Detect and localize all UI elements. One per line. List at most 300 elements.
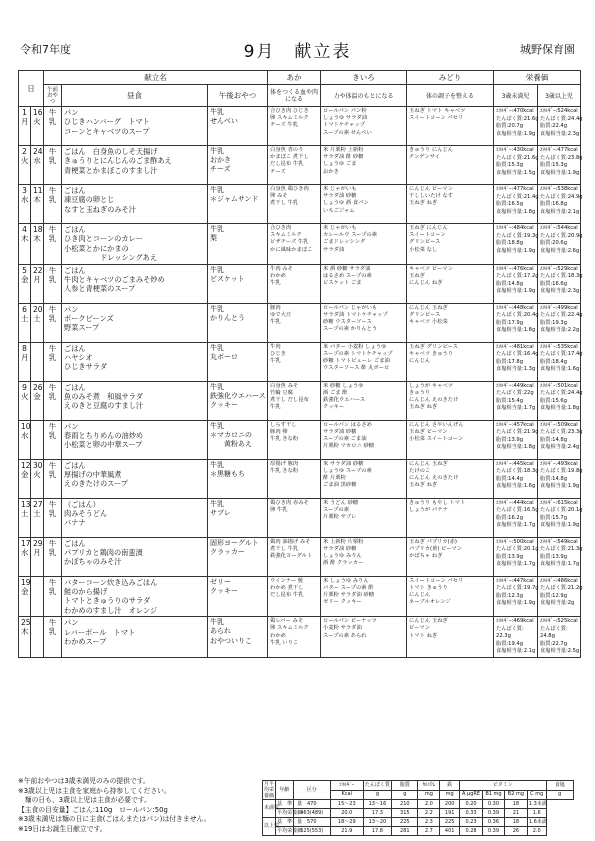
- yellow-food-line: 米 じゃがいも: [323, 186, 357, 192]
- weekday: 木: [21, 627, 29, 637]
- over3-value-line: ｴﾈﾙｷﾞｰ:486kcal: [540, 577, 578, 584]
- under3-nutrition: [494, 459, 538, 498]
- red-food-line: 合ひき肉: [270, 225, 292, 231]
- under3-value-line: 食塩相当量:1.8g: [496, 208, 536, 215]
- lunch-line: 魚のみそ煮 和風サラダ: [64, 392, 143, 402]
- am-snack: 牛乳: [44, 537, 62, 576]
- yellow-food-line: カレールウ スープの素: [323, 232, 378, 239]
- over3-value-line: ｴﾈﾙｷﾞｰ:525kcal: [540, 618, 578, 625]
- yellow-food-line: スープの素 あられ: [323, 632, 367, 639]
- red-food-line: だし昆布 牛乳: [270, 592, 304, 599]
- under3-value-line: たんぱく質:21.6g: [496, 154, 539, 161]
- summary-cell: 2.2: [418, 809, 440, 818]
- green-food-line: しょうが バナナ: [409, 506, 448, 513]
- pm-snack-cell: [208, 498, 268, 537]
- summary-cell: 1.6: [527, 809, 546, 818]
- pm-snack-cell: [208, 420, 268, 459]
- under3-value-line: たんぱく質:19.3g: [496, 232, 539, 239]
- over3-value-line: ｴﾈﾙｷﾞｰ:529kcal: [540, 265, 578, 272]
- red-food-line: だし昆布 牛乳: [270, 161, 304, 168]
- lunch-line: 小松菜と卵の中華スープ: [64, 440, 143, 450]
- over3-value-line: 食塩相当量:2.5g: [540, 648, 580, 655]
- lunch-line: 小松菜とかにかまの: [64, 243, 129, 253]
- summary-age-header: 年齢: [276, 781, 294, 800]
- weekday: 土: [21, 313, 29, 323]
- green-foods: [407, 303, 494, 342]
- vitamin-b1-label: B1: [485, 791, 492, 798]
- over3-value-line: たんぱく質:21.2g: [540, 585, 583, 592]
- note-line: ※3歳以上児は主食を家庭から持参してください。: [18, 786, 171, 795]
- over3-value-line: たんぱく質:20.1g: [540, 507, 583, 514]
- summary-cell: 210: [392, 800, 418, 809]
- header: [20, 37, 575, 62]
- under3-value-line: 脂質:16.2g: [496, 514, 523, 521]
- red-food-line: 牛乳 きな粉: [270, 436, 299, 443]
- over3-nutrition: [538, 224, 581, 265]
- alt-weekday: 木: [33, 195, 41, 204]
- pm-snack-line: サブレ: [210, 508, 231, 517]
- lunch-cell: [62, 303, 208, 342]
- lunch-cell: [62, 537, 208, 576]
- over3-value-line: たんぱく質:17.4g: [540, 351, 583, 358]
- pm-snack-line: 鉄強化ウエハース: [210, 391, 266, 400]
- lunch-line: ひき肉とコーンのカレー: [64, 234, 143, 244]
- alt-date: 20: [33, 304, 43, 314]
- over3-value-line: ｴﾈﾙｷﾞｰ:493kcal: [540, 460, 578, 467]
- under3-value-line: ｴﾈﾙｷﾞｰ:500kcal: [496, 538, 534, 545]
- red-food-line: かに風味かまぼこ: [270, 246, 313, 253]
- summary-cell: 525(553): [293, 827, 330, 836]
- over3-value-line: 脂質:20.6g: [540, 240, 567, 246]
- weekday: 火: [21, 156, 29, 165]
- alt-date-cell: [31, 146, 44, 185]
- green-food-line: かぼちゃ ねぎ: [409, 553, 443, 560]
- under3-value-line: 脂質:13.9g: [496, 553, 523, 560]
- yellow-food-line: 米 上新粉 片栗粉: [323, 538, 364, 545]
- over3-value-line: ｴﾈﾙｷﾞｰ:549kcal: [540, 538, 578, 545]
- yellow-food-line: 米 酒 砂糖 サラダ油: [323, 265, 371, 272]
- under3-value-line: ｴﾈﾙｷﾞｰ:430kcal: [496, 147, 534, 153]
- green-food-line: 玉ねぎ ねぎ: [409, 404, 438, 411]
- under3-nutrition: [494, 185, 538, 224]
- yellow-food-line: 片栗粉 マカロニ 砂糖: [323, 443, 375, 450]
- under3-value-line: たんぱく質:16.5g: [496, 507, 539, 514]
- am-snack: 牛乳: [44, 264, 62, 303]
- yellow-food-line: サラダ油 トマトケチャップ: [323, 311, 388, 318]
- summary-cell: 20.0: [330, 809, 363, 818]
- yellow-food-line: スープの素 かりんとう: [323, 326, 378, 333]
- summary-cell: 2.3: [418, 818, 440, 827]
- summary-cell: 200: [440, 800, 460, 809]
- green-food-line: チンゲンサイ: [409, 154, 440, 161]
- over3-nutrition: [538, 576, 581, 617]
- green-food-line: 小松菜 スイートコーン: [409, 436, 464, 443]
- menu-row: [19, 576, 581, 617]
- summary-salt-header: 食塩: [546, 781, 573, 791]
- summary-cell: 0.28: [460, 827, 483, 836]
- pm-snack-line: クッキー: [210, 586, 238, 595]
- pm-snack-line: 牛乳: [210, 304, 224, 313]
- pm-snack-cell: [208, 146, 268, 185]
- lunch-line: ごはん: [64, 225, 86, 234]
- over3-value-line: たんぱく質:: [540, 625, 568, 632]
- over3-nutrition: [538, 459, 581, 498]
- am-snack: 牛乳: [44, 576, 62, 617]
- summary-cell: 0.39: [483, 809, 505, 818]
- date-cell: [19, 264, 31, 303]
- vitamin-a-label: A: [462, 791, 466, 798]
- lunch-line: えのきたけのスープ: [64, 479, 128, 489]
- green-foods: [407, 576, 494, 617]
- red-foods: [268, 107, 321, 146]
- over3-value-line: ｴﾈﾙｷﾞｰ:524kcal: [540, 108, 578, 114]
- green-food-line: キャベツ 小松菜: [409, 319, 448, 326]
- green-food-line: 玉ねぎ にんじん: [409, 225, 448, 231]
- note-line: 【主食の目安量】ごはん:110g ロールパン:50g: [18, 805, 168, 814]
- green-food-line: にんじん: [409, 592, 431, 599]
- over3-value-line: 脂質:16.8g: [540, 201, 567, 207]
- weekday: 木: [21, 234, 29, 243]
- fiscal-year: 令和7年度: [20, 43, 71, 56]
- yellow-foods: [321, 459, 407, 498]
- green-foods: [407, 459, 494, 498]
- summary-row: [263, 809, 574, 818]
- under3-value-line: たんぱく質:: [496, 625, 524, 632]
- summary-energy-header: ｴﾈﾙｷﾞｰ: [330, 781, 363, 791]
- lunch-line: パン: [64, 304, 79, 314]
- yellow-foods: [321, 498, 407, 537]
- pm-snack-line: 梨: [210, 234, 217, 243]
- under3-value-line: 食塩相当量:1.8g: [496, 444, 536, 451]
- alt-date: 26: [33, 382, 43, 392]
- menu-row: [19, 537, 581, 576]
- yellow-food-line: サラダ油 砂糖: [323, 193, 357, 200]
- menu-header: 献立名: [44, 71, 268, 85]
- vitamin-a-unit: μgRE: [467, 791, 481, 798]
- date-cell: [19, 498, 31, 537]
- note-line: ※19日はお誕生日献立です。: [18, 824, 107, 833]
- under3-value-line: 脂質:16.5g: [496, 201, 523, 207]
- green-food-line: 玉ねぎ ねぎ: [409, 482, 438, 489]
- green-food-line: 干ししいたけ なす: [409, 193, 454, 200]
- yellow-food-line: スープの素 せんべい: [323, 129, 372, 136]
- under3-value-line: 食塩相当量:1.6g: [496, 483, 536, 490]
- weekday: 金: [21, 274, 29, 284]
- pm-snack-line: 牛乳: [210, 225, 224, 233]
- pm-snack-cell: [208, 185, 268, 224]
- red-food-line: 卵 みそ: [270, 193, 288, 200]
- pm-snack-line: おかき: [210, 156, 231, 165]
- pm-snack-line: 牛乳: [210, 147, 224, 155]
- yellow-food-line: 米 片栗粉 上新粉: [323, 147, 364, 153]
- pm-snack-line: 牛乳: [210, 382, 224, 391]
- am-snack: 牛乳: [44, 617, 62, 658]
- under3-value-line: たんぱく質:22g: [496, 390, 534, 397]
- under3-value-line: 22.3g: [496, 633, 511, 640]
- alt-date-cell: [31, 617, 44, 658]
- summary-cell: 0.20: [460, 800, 483, 809]
- am-snack: 牛乳: [44, 342, 62, 381]
- lunch-line: パン: [64, 108, 79, 117]
- red-food-line: 卵 牛乳: [270, 506, 288, 513]
- summary-fat-header: 脂質: [392, 781, 418, 791]
- date-cell: [19, 107, 31, 146]
- red-foods: [268, 146, 321, 185]
- am-snack: 牛乳: [44, 420, 62, 459]
- under3-value-line: 食塩相当量:1.8g: [496, 327, 536, 334]
- yellow-food-line: 米 うどん 砂糖: [323, 499, 359, 506]
- pm-snack-cell: [208, 537, 268, 576]
- date: 12: [21, 460, 31, 470]
- note-line: 麺の日も、3歳以上児は主食が必要です。: [18, 796, 151, 805]
- green-food-line: にんじん 玉ねぎ: [409, 618, 448, 625]
- lunch-cell: [62, 107, 208, 146]
- red-foods: [268, 459, 321, 498]
- alt-date-cell: [31, 303, 44, 342]
- under3-nutrition: [494, 224, 538, 265]
- lunch-line: ポークビーンズ: [64, 314, 114, 324]
- over3-nutrition: [538, 381, 581, 420]
- lunch-line: ひじきサラダ: [64, 362, 108, 372]
- yellow-food-line: 鉄強化ウエハース: [323, 397, 366, 404]
- lunch-line: 肉みそうどん: [64, 509, 108, 519]
- yellow-foods: [321, 342, 407, 381]
- red-foods: [268, 303, 321, 342]
- pm-snack-line: 牛乳: [210, 460, 224, 469]
- lunch-line: レバーボール トマト: [64, 627, 136, 637]
- pm-snack-line: 牛乳: [210, 265, 224, 274]
- note-line: ※3歳未満児は麺の日に主食(ごはんまたはパン)は付きません。: [18, 815, 211, 824]
- alt-date-cell: [31, 107, 44, 146]
- lunch-cell: [62, 224, 208, 265]
- under3-nutrition: [494, 576, 538, 617]
- summary-cell: 281: [392, 827, 418, 836]
- alt-date-cell: [31, 185, 44, 224]
- over3-value-line: ｴﾈﾙｷﾞｰ:544kcal: [540, 225, 578, 231]
- red-food-line: チーズ 牛乳: [270, 122, 298, 129]
- green-foods: [407, 498, 494, 537]
- over3-value-line: たんぱく質:23.8g: [540, 154, 583, 161]
- vitamin-b2-label: B2: [507, 791, 515, 798]
- under3-value-line: 脂質:20.7g: [496, 123, 523, 129]
- under3-value-line: ｴﾈﾙｷﾞｰ:481kcal: [496, 343, 534, 350]
- yellow-food-line: おかき: [323, 168, 339, 175]
- lunch-cell: [62, 498, 208, 537]
- under3-nutrition: [494, 107, 538, 146]
- pm-snack-line: 黄粉あえ: [210, 440, 252, 449]
- menu-row: [19, 420, 581, 459]
- red-food-line: 煮干し 牛乳: [270, 545, 299, 552]
- yellow-food-line: ごま油 黒砂糖: [323, 482, 357, 489]
- lunch-line: バナナ: [64, 518, 86, 528]
- under3-value-line: 食塩相当量:1.9g: [496, 130, 536, 137]
- summary-cell: 0.33: [460, 809, 483, 818]
- over3-value-line: たんぱく質:24.4g: [540, 390, 583, 397]
- summary-cell: 0.39: [483, 827, 505, 836]
- am-snack: 牛乳: [44, 224, 62, 265]
- over3-nutrition: [538, 303, 581, 342]
- under3-value-line: たんぱく質:19.7g: [496, 585, 539, 592]
- over3-value-line: 食塩相当量:1.9g: [540, 522, 580, 529]
- alt-weekday: 木: [33, 234, 41, 243]
- under3-value-line: ｴﾈﾙｷﾞｰ:469kcal: [496, 618, 534, 625]
- under3-value-line: 脂質:19.4g: [496, 640, 523, 647]
- yellow-foods: [321, 537, 407, 576]
- alt-date: 29: [33, 538, 43, 548]
- under3-value-line: ｴﾈﾙｷﾞｰ:449kcal: [496, 382, 534, 389]
- menu-row: [19, 381, 581, 420]
- green-foods: [407, 224, 494, 265]
- summary-unit-fat: g: [392, 790, 418, 800]
- green-food-line: にんじん 玉ねぎ: [409, 304, 448, 311]
- date: 8: [22, 343, 27, 353]
- alt-date: 16: [33, 108, 43, 117]
- am-snack: 牛乳: [44, 185, 62, 224]
- alt-date: 30: [33, 460, 43, 470]
- under3-value-line: たんぱく質:21.6g: [496, 115, 539, 122]
- green-foods: [407, 617, 494, 658]
- lunch-line: 人参と青梗菜のスープ: [64, 284, 136, 294]
- under3-header: 3歳未満児: [494, 85, 538, 107]
- alt-date-cell: [31, 537, 44, 576]
- yellow-food-line: 片栗粉 サブレ: [323, 514, 357, 521]
- date: 6: [22, 304, 27, 314]
- alt-weekday: 火: [33, 117, 41, 126]
- yellow-food-line: サラダ油: [323, 246, 345, 253]
- lunch-cell: [62, 617, 208, 658]
- summary-cell: 21: [504, 809, 527, 818]
- green-food-line: にんじん えのきたけ: [409, 397, 459, 404]
- red-food-line: 牛乳: [270, 319, 281, 326]
- pm-snack-line: かりんとう: [210, 313, 245, 322]
- under3-nutrition: [494, 303, 538, 342]
- organization-name: 城野保育園: [520, 43, 575, 56]
- over3-value-line: 脂質:13.9g: [540, 553, 567, 560]
- green-food-line: パプリカ(黄) ピーマン: [409, 545, 463, 552]
- under3-value-line: 食塩相当量:1.3g: [496, 366, 536, 373]
- date-cell: [19, 420, 31, 459]
- summary-cell: 平均栄養価: [277, 809, 303, 816]
- yellow-food-line: 米 サラダ油 砂糖: [323, 460, 364, 467]
- pm-snack-line: ＊マカロニの: [210, 430, 252, 439]
- red-food-line: 竹輪 豆腐: [270, 389, 293, 396]
- under3-value-line: ｴﾈﾙｷﾞｰ:484kcal: [496, 225, 534, 231]
- weekday: 月: [21, 117, 29, 126]
- red-food-line: ピザチーズ 牛乳: [270, 239, 309, 246]
- red-food-line: チーズ: [270, 168, 286, 175]
- under3-nutrition: [494, 342, 538, 381]
- summary-cell: 1.6未満: [528, 818, 547, 825]
- over3-value-line: 食塩相当量:2.3g: [540, 130, 580, 137]
- red-food-line: ウインナー 鮭: [270, 577, 304, 584]
- over3-value-line: 脂質:14.8g: [540, 436, 567, 443]
- lunch-line: きゅうりとにんじんのごま酢あえ: [64, 156, 172, 166]
- menu-row: [19, 459, 581, 498]
- green-food-line: にんじん 玉ねぎ: [409, 460, 448, 467]
- menu-row: [19, 498, 581, 537]
- lunch-line: 青梗菜とかまぼこのすまし汁: [64, 165, 158, 175]
- over3-value-line: 脂質:22.7g: [540, 640, 567, 647]
- under3-value-line: ｴﾈﾙｷﾞｰ:476kcal: [496, 265, 534, 272]
- red-desc: 体をつくる血や肉になる: [268, 85, 321, 107]
- yellow-food-line: 酢 片栗粉: [323, 475, 346, 482]
- over3-header: 3歳以上児: [538, 85, 581, 107]
- yellow-foods: [321, 617, 407, 658]
- alt-date-cell: [31, 264, 44, 303]
- red-food-line: 白身魚 青のり: [270, 147, 304, 153]
- summary-cell: 2.7: [418, 827, 440, 836]
- weekday: 月: [21, 352, 29, 362]
- summary-iron-header: 鉄: [440, 781, 460, 791]
- green-food-line: トマト きゅうり: [409, 584, 448, 591]
- yellow-food-line: 砂糖 ウスターソース: [323, 319, 372, 326]
- under3-value-line: たんぱく質:17.2g: [496, 273, 539, 280]
- lunch-line: （ごはん）: [64, 499, 100, 509]
- alt-weekday: 水: [33, 156, 41, 165]
- date-cell: [19, 617, 31, 658]
- summary-side-label: 月平均栄養価: [264, 781, 275, 799]
- over3-nutrition: [538, 617, 581, 658]
- summary-vitamin-b2: [504, 790, 527, 800]
- date: 3: [22, 186, 27, 195]
- nutrition-header: 栄養価: [494, 71, 581, 85]
- yellow-food-line: サラダ油 砂糖: [323, 428, 357, 435]
- lunch-line: 厚揚げの中華風煮: [64, 470, 122, 480]
- over3-value-line: 食塩相当量:2.2g: [540, 327, 580, 334]
- under3-value-line: 食塩相当量:1.9g: [496, 288, 536, 295]
- date: 13: [21, 499, 31, 509]
- alt-weekday: 金: [33, 391, 41, 401]
- summary-cell: 225: [440, 818, 460, 827]
- summary-cell: 平均栄養価: [277, 827, 303, 834]
- summary-cell: 0.36: [483, 818, 505, 827]
- lunch-line: ごはん 白身魚のしそ天揚げ: [64, 147, 158, 156]
- yellow-food-line: いちごジャム: [323, 207, 355, 214]
- green-food-line: 玉ねぎ パプリカ(赤): [409, 538, 457, 545]
- alt-date-cell: [31, 576, 44, 617]
- yellow-foods: [321, 381, 407, 420]
- summary-cell: 2.0: [527, 827, 546, 836]
- yellow-foods: [321, 146, 407, 185]
- pm-snack-line: 牛乳: [210, 343, 224, 352]
- pm-snack-cell: [208, 303, 268, 342]
- under3-value-line: ｴﾈﾙｷﾞｰ:477kcal: [496, 186, 534, 192]
- red-foods: [268, 342, 321, 381]
- alt-weekday: 土: [33, 313, 41, 323]
- under3-nutrition: [494, 264, 538, 303]
- green-food-line: 玉ねぎ ねぎ: [409, 200, 438, 207]
- lunch-line: バターコーン炊き込みごはん: [64, 577, 158, 587]
- menu-row: [19, 617, 581, 658]
- date-cell: [19, 224, 31, 265]
- over3-value-line: ｴﾈﾙｷﾞｰ:538kcal: [540, 186, 578, 192]
- over3-value-line: ｴﾈﾙｷﾞｰ:535kcal: [540, 343, 578, 350]
- under3-value-line: 脂質:18.8g: [496, 240, 523, 246]
- date: 25: [21, 618, 31, 628]
- menu-table: [18, 70, 581, 658]
- lunch-line: なすと玉ねぎのみそ汁: [64, 204, 136, 214]
- red-food-line: わかめ: [270, 632, 286, 639]
- green-food-line: にんじん ピーマン: [409, 186, 453, 192]
- lunch-line: ドレッシングあえ: [64, 253, 158, 263]
- pm-snack-cell: [208, 224, 268, 265]
- yellow-food-line: 米 じゃがいも: [323, 225, 357, 231]
- summary-cell: 26: [504, 827, 527, 836]
- pm-snack-line: おやついりこ: [210, 636, 252, 645]
- green-food-line: スイートコーン パセリ: [409, 115, 464, 122]
- green-food-line: キャベツ きゅうり: [409, 350, 454, 357]
- menu-row: [19, 185, 581, 224]
